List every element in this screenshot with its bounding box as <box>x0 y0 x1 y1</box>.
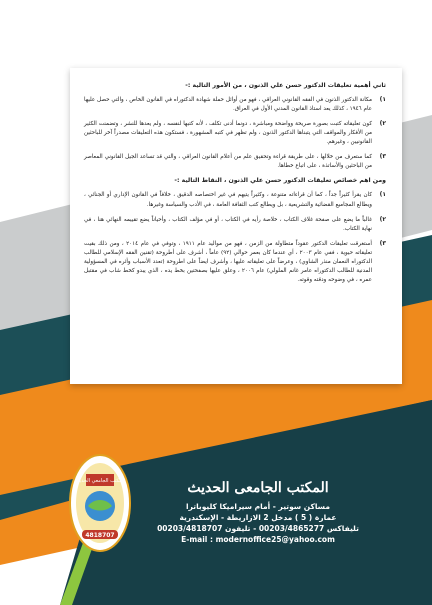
email-line[interactable]: E-mail : modernoffice25@yahoo.com <box>181 534 335 544</box>
company-name: المكتب الجامعى الحديث <box>187 480 329 496</box>
item-number: ٢) <box>379 120 386 128</box>
section-heading-characteristics: ومن اهم خصائص تعليقات الدكتور حسن علي الذنون ، النقاط التالية :- <box>174 177 386 185</box>
section-heading-importance: ثاني أهمية تعليقات الدكتور حسن علي الذنون ، من الأمور التالية :- <box>185 82 386 89</box>
list-item <box>84 240 386 285</box>
logo-text: المكتب الجامعي الحديث <box>74 478 126 484</box>
item-number: ١) <box>379 191 386 199</box>
item-text: غالباً ما يضع على صفحة غلاف الكتاب ، خلاصة رأيه في الكتاب ، أو في مؤلف الكتاب ، وأحياناً يضع تقييمه النهائي هنا ، في نهاية الكتاب. <box>84 216 372 232</box>
logo-phone: 4818707 <box>85 532 115 539</box>
address-line-2: عمارة ( 5 ) مدخل 2 الازاريطة - الإسكندرية <box>179 512 337 522</box>
item-number: ١) <box>379 96 386 104</box>
list-item <box>84 216 386 234</box>
list-item <box>84 120 386 147</box>
publisher-footer <box>108 480 408 546</box>
item-text: كون تعليقاته كتبت بصورة صريحة وواضحة ومباشرة ، دونما أدنى تكلف ، لأنه كتبها لنفسه ، ولم يعدها للنشر ، وتضمنت الكثير من الأفكار والمواقف التي يتبناها الدكتور الذنون ، ولم تظهر في كتبه المشهورة ، فستكون هذه التعليقات مصدراً آخر للباحثين القانونيين ، وغيرهم. <box>84 121 372 146</box>
item-number: ٢) <box>379 215 386 223</box>
item-text: كان يقرأ كثيراً جداً ، كما أن قراءاته متنوعة ، وكثيراً يتيهم في غير اختصاصه الدقيق ، خلافاً في القانون الإداري أو الجنائي ، ويطالع المجاميع القضائية والتشريعية ، بل ويطالع كتب الثقافة العامة ، في الأدب والسياسة وغيرها. <box>84 192 372 208</box>
list-item <box>84 191 386 209</box>
item-text: أستغرقت تعليقات الدكتور عقوداً متطاولة من الزمن ، فهو من مواليد عام ١٩١١ ، وتوفي في عام ٢٠١٤ ، ومن ذلك بقيت تعليقاته حيوية ، ففي عام ٢٠٠٣ ، أي عندما كان بعمر حوالي (٩٢) عاماً ، أشرف على أطروحة (تقنين الفقه الإسلامي للطالب الدكتوراه النعمان منذر الشاوي) ، وعرضاً على تعليقاته عليها ، وأشرف ايضاً على اطروحة (تعدد الأسباب وأثره في المسؤولية المدنية للطالب الدكتوراه عامر غانم الملولي) عام ٢٠٠٦ ، وعلق عليها بصفحتين بخط يده ، الذي يبدو كخط شاب في مقتبل عمره ، في وضوحه ودقته وقوته. <box>84 240 373 283</box>
item-text: كما ستعرف من خلالها ، على طريقة قراءة وتحقيق علم من أعلام القانون العراقي ، والتي قد تساعد الجيل القانوني المعاصر من الباحثين والأساتذة ، على اتباع خطاها. <box>84 154 372 170</box>
item-number: ٣) <box>379 153 386 161</box>
list-item <box>84 96 386 114</box>
content-card <box>70 68 402 384</box>
item-text: مكانة الدكتور الذنون في الفقه القانوني العراقي ، فهو من أوائل حملة شهادة الدكتوراه في القانون الخاص ، والتي حصل عليها عام ١٩٤٦ ، كذلك يعد استاذ القانون المدني الأول في العراق. <box>84 97 372 113</box>
address-line-1: مساكن سوتير - أمام سيراميكا كليوباترا <box>186 502 330 511</box>
list-item <box>84 153 386 171</box>
item-number: ٣) <box>379 239 386 247</box>
phone-line: تليفاكس 00203/4865277 - تليفون 00203/4818707 <box>157 523 359 533</box>
